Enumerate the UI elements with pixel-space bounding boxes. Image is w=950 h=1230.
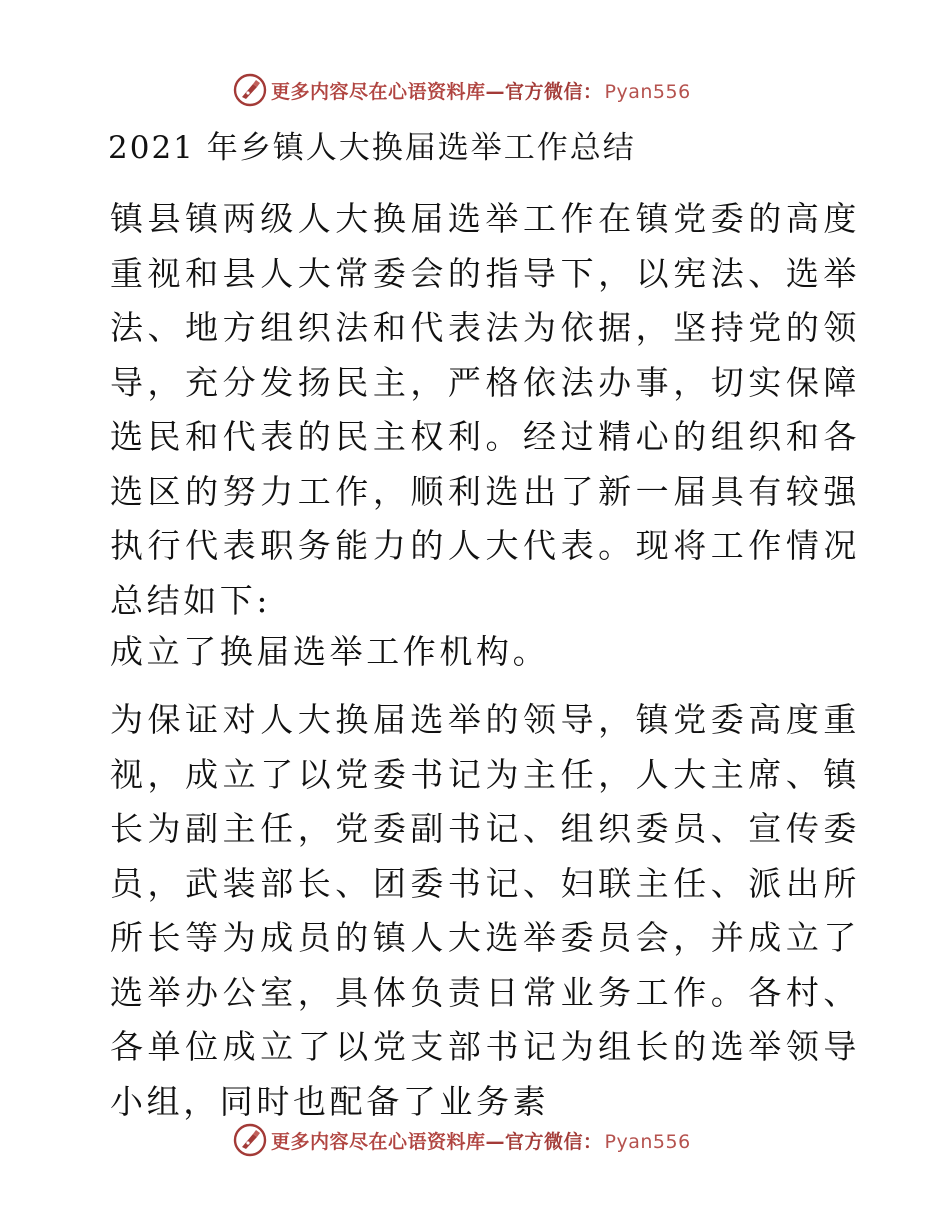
watermark-wechat-id: Pyan556 [604,1130,691,1153]
document-title: 2021 年乡镇人大换届选举工作总结 [108,130,636,166]
watermark-separator: — [485,1130,506,1153]
pen-nib-logo-icon [233,73,267,107]
watermark-official-label: 官方微信： [505,1130,603,1153]
watermark-brand: 更多内容尽在心语资料库 [271,1130,486,1153]
watermark-wechat-id: Pyan556 [604,80,691,103]
paragraph-heading-1: 成立了换届选举工作机构。 [110,632,550,671]
watermark-official-label: 官方微信： [505,80,603,103]
watermark-separator: — [485,80,506,103]
watermark-text [271,1127,691,1154]
watermark-text [271,77,691,104]
pen-nib-logo-icon [233,1123,267,1157]
paragraph-organization: 为保证对人大换届选举的领导，镇党委高度重视，成立了以党委书记为主任，人大主席、镇长为副主任，党委副书记、组织委员、宣传委员，武装部长、团委书记、妇联主任、派出所所长等为成员的镇人大选举委员会，并成立了选举办公室，具体负责日常业务工作。各村、各单位成立了以党支部书记为组长的选举领导小组，同时也配备了业务素 [110,700,860,1121]
watermark-brand: 更多内容尽在心语资料库 [271,80,486,103]
footer-watermark [233,1120,691,1160]
paragraph-intro: 镇县镇两级人大换届选举工作在镇党委的高度重视和县人大常委会的指导下，以宪法、选举法、地方组织法和代表法为依据，坚持党的领导，充分发扬民主，严格依法办事，切实保障选民和代表的民主权利。经过精心的组织和各选区的努力工作，顺利选出了新一届具有较强执行代表职务能力的人大代表。现将工作情况总结如下: [110,199,860,620]
header-watermark [233,70,691,110]
